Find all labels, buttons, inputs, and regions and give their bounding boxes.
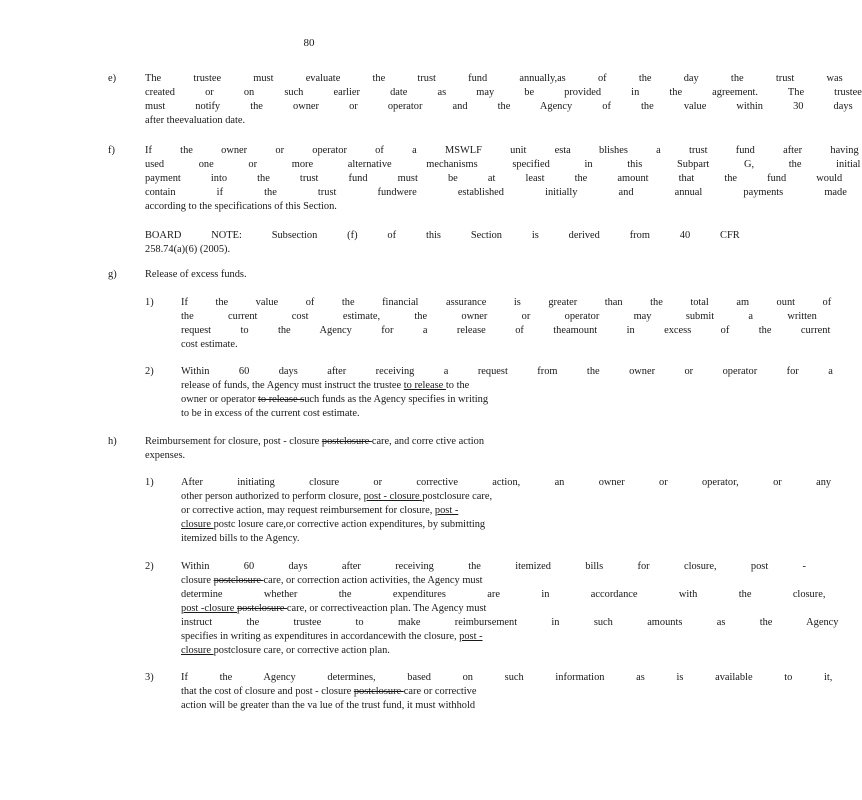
text-line (181, 365, 833, 379)
text-line (181, 685, 530, 699)
text-line (181, 338, 530, 352)
deleted-text: postclosure (353, 686, 404, 697)
text-line (181, 574, 530, 588)
text-run: The trustee must evaluate the trust fund annually,as of the day the trust was (145, 73, 843, 84)
text-run: created or on such earlier date as may be provided in the agreement. The trustee (145, 87, 862, 98)
text-run: care, or correction action activities, the Agency must (263, 575, 483, 586)
paragraph (145, 229, 740, 257)
item-label: h) (108, 436, 117, 447)
deleted-text: postclosure (321, 436, 372, 447)
text-line (181, 699, 530, 713)
text-line (145, 229, 740, 243)
text-run: must notify the owner or operator and the Agency of the value within 30 days (145, 101, 853, 112)
text-line (181, 504, 530, 518)
text-run: 258.74(a)(6) (2005). (145, 244, 231, 255)
text-run: If the owner or operator of a MSWLF unit esta blishes a trust fund after having (145, 145, 859, 156)
text-run: care, and corre ctive action (371, 436, 485, 447)
paragraph (181, 476, 832, 546)
text-line (181, 324, 831, 338)
text-line (181, 532, 530, 546)
text-run: release of funds, the Agency must instruct the trustee (181, 380, 404, 391)
text-run: After initiating closure or corrective action, an owner or operator, or any (181, 477, 832, 488)
text-line (181, 518, 530, 532)
text-run: used one or more alternative mechanisms specified in this Subpart G, the initial (145, 159, 861, 170)
text-run: other person authorized to perform closure, (181, 491, 364, 502)
inserted-text: post - closure (363, 491, 423, 502)
text-line (181, 296, 832, 310)
text-line (181, 630, 530, 644)
text-run: uch funds as the Agency specifies in writing (304, 394, 489, 405)
paragraph (145, 435, 520, 463)
text-run: If the Agency determines, based on such information as is available to it, (181, 672, 833, 683)
text-run: Within 60 days after receiving a request from the owner or operator for a (181, 366, 833, 377)
text-line (145, 114, 530, 128)
text-line (145, 100, 853, 114)
text-run: If the value of the financial assurance is greater than the total am ount of (181, 297, 832, 308)
text-run: closure (181, 575, 214, 586)
item-label: f) (108, 145, 115, 156)
text-line (181, 560, 807, 574)
inserted-text: post - (434, 505, 459, 516)
text-line (145, 186, 847, 200)
text-run: Release of excess funds. (145, 269, 247, 280)
text-run: owner or operator (181, 394, 259, 405)
inserted-text: closure (181, 519, 214, 530)
text-run: determine whether the expenditures are in accordance with the closure, (181, 589, 826, 600)
text-run: care or corrective (403, 686, 477, 697)
page-number: 80 (303, 37, 315, 49)
text-line (145, 72, 843, 86)
item-label: 1) (145, 297, 154, 308)
item-label: 2) (145, 561, 154, 572)
text-line (145, 200, 530, 214)
text-run: care, or correctiveaction plan. The Agency must (286, 603, 487, 614)
text-line (145, 243, 445, 257)
text-run: instruct the trustee to make reimbursement in such amounts as the Agency (181, 617, 839, 628)
paragraph (181, 296, 832, 352)
item-label: 2) (145, 366, 154, 377)
text-line (145, 268, 345, 282)
text-run: specifies in writing as expenditures in accordancewith the closure, (181, 631, 460, 642)
text-line (181, 588, 826, 602)
inserted-text: post - (459, 631, 483, 642)
paragraph (181, 560, 839, 658)
paragraph (145, 144, 861, 214)
text-run: itemized bills to the Agency. (181, 533, 300, 544)
paragraph (145, 268, 345, 282)
text-line (181, 393, 530, 407)
text-run: that the cost of closure and post - closure (181, 686, 354, 697)
text-run: postc losure care,or corrective action expenditures, by submitting (213, 519, 486, 530)
text-run: to be in excess of the current cost estimate. (181, 408, 360, 419)
text-line (181, 616, 839, 630)
text-run: postclosure care, (422, 491, 493, 502)
text-run: Within 60 days after receiving the itemized bills for closure, post - (181, 561, 807, 572)
text-line (145, 86, 862, 100)
paragraph (181, 365, 833, 421)
text-run: action will be greater than the va lue of the trust fund, it must withhold (181, 700, 476, 711)
text-run: BOARD NOTE: Subsection (f) of this Section is derived from 40 CFR (145, 230, 740, 241)
text-line (181, 671, 833, 685)
text-line (181, 644, 530, 658)
paragraph (181, 671, 833, 713)
deleted-text: postclosure (236, 603, 287, 614)
text-run: payment into the trust fund must be at least the amount that the fund would (145, 173, 843, 184)
text-run: after theevaluation date. (145, 115, 246, 126)
text-run: contain if the trust fundwere established initially and annual payments made (145, 187, 847, 198)
inserted-text: post -closure (181, 603, 237, 614)
text-run: the current cost estimate, the owner or operator may submit a written (181, 311, 817, 322)
text-line (145, 449, 520, 463)
text-line (181, 310, 817, 324)
text-line (145, 172, 843, 186)
text-line (181, 490, 530, 504)
text-run: postclosure care, or corrective action plan. (213, 645, 390, 656)
deleted-text: postclosure (213, 575, 264, 586)
item-label: 1) (145, 477, 154, 488)
text-run: cost estimate. (181, 339, 238, 350)
text-line (181, 379, 530, 393)
text-line (181, 602, 530, 616)
paragraph (145, 72, 862, 128)
text-line (145, 144, 859, 158)
item-label: 3) (145, 672, 154, 683)
inserted-text: to release (403, 380, 446, 391)
text-run: to the (445, 380, 470, 391)
text-run: according to the specifications of this Section. (145, 201, 337, 212)
text-line (145, 158, 861, 172)
item-label: g) (108, 269, 117, 280)
deleted-text: to release s (258, 394, 305, 405)
text-run: or corrective action, may request reimbursement for closure, (181, 505, 435, 516)
text-line (145, 435, 520, 449)
text-run: expenses. (145, 450, 186, 461)
text-line (181, 476, 832, 490)
text-line (181, 407, 530, 421)
text-run: request to the Agency for a release of theamount in excess of the current (181, 325, 831, 336)
inserted-text: closure (181, 645, 214, 656)
item-label: e) (108, 73, 117, 84)
text-run: Reimbursement for closure, post - closure (145, 436, 322, 447)
